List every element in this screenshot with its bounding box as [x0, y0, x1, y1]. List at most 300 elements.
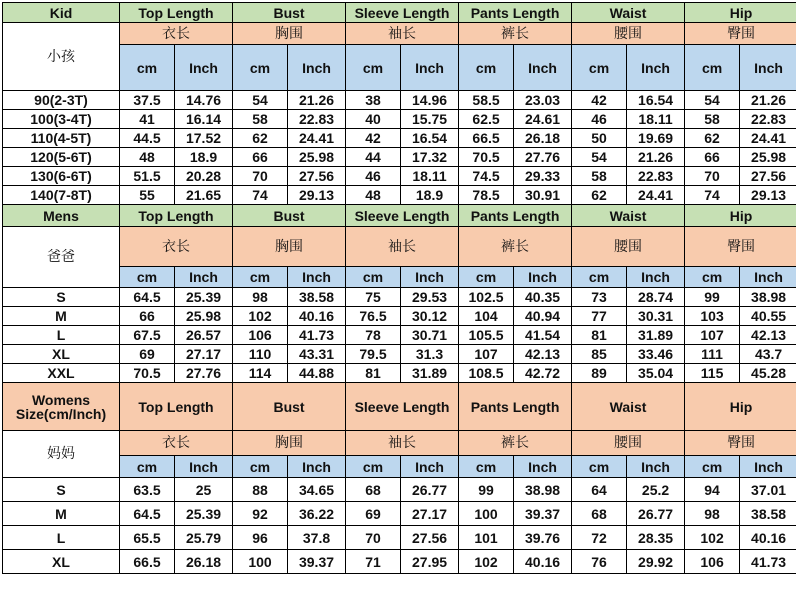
unit-cm-label: cm [572, 456, 627, 478]
column-header-zh: 裤长 [459, 227, 572, 267]
measurement-value: 40.55 [740, 307, 796, 326]
size-label: 100(3-4T) [3, 110, 120, 129]
measurement-value: 107 [685, 326, 740, 345]
measurement-value: 106 [685, 550, 740, 574]
measurement-value: 64.5 [120, 288, 175, 307]
measurement-value: 15.75 [401, 110, 459, 129]
measurement-value: 16.14 [175, 110, 233, 129]
measurement-value: 25.98 [288, 148, 346, 167]
unit-cm-label: cm [120, 267, 175, 288]
measurement-value: 70.5 [120, 364, 175, 383]
measurement-value: 54 [572, 148, 627, 167]
kid-header-zh-row [3, 23, 796, 45]
measurement-value: 73 [572, 288, 627, 307]
table-row [3, 478, 796, 502]
measurement-value: 41 [120, 110, 175, 129]
measurement-value: 62.5 [459, 110, 514, 129]
unit-inch-label: Inch [401, 456, 459, 478]
measurement-value: 85 [572, 345, 627, 364]
section-title-zh: 小孩 [3, 23, 120, 91]
measurement-value: 20.28 [175, 167, 233, 186]
unit-inch-label: Inch [627, 267, 685, 288]
unit-cm-label: cm [233, 456, 288, 478]
unit-inch-label: Inch [514, 45, 572, 91]
unit-inch-label: Inch [401, 45, 459, 91]
measurement-value: 81 [346, 364, 401, 383]
measurement-value: 19.69 [627, 129, 685, 148]
measurement-value: 43.7 [740, 345, 796, 364]
measurement-value: 72 [572, 526, 627, 550]
size-label: M [3, 502, 120, 526]
unit-cm-label: cm [233, 45, 288, 91]
measurement-value: 38.98 [514, 478, 572, 502]
measurement-value: 27.17 [175, 345, 233, 364]
measurement-value: 62 [233, 129, 288, 148]
column-header: Waist [572, 205, 685, 227]
size-label: 110(4-5T) [3, 129, 120, 148]
unit-inch-label: Inch [175, 267, 233, 288]
measurement-value: 38.58 [288, 288, 346, 307]
measurement-value: 81 [572, 326, 627, 345]
measurement-value: 39.76 [514, 526, 572, 550]
measurement-value: 41.54 [514, 326, 572, 345]
measurement-value: 30.71 [401, 326, 459, 345]
measurement-value: 66 [233, 148, 288, 167]
column-header: Sleeve Length [346, 205, 459, 227]
womens-header-row [3, 383, 796, 431]
measurement-value: 21.65 [175, 186, 233, 205]
column-header-zh: 腰围 [572, 23, 685, 45]
unit-cm-label: cm [685, 45, 740, 91]
measurement-value: 18.11 [627, 110, 685, 129]
measurement-value: 44.88 [288, 364, 346, 383]
measurement-value: 25 [175, 478, 233, 502]
measurement-value: 44 [346, 148, 401, 167]
column-header: Hip [685, 3, 796, 23]
measurement-value: 27.56 [288, 167, 346, 186]
size-label: S [3, 288, 120, 307]
measurement-value: 23.03 [514, 91, 572, 110]
measurement-value: 26.77 [627, 502, 685, 526]
table-row [3, 288, 796, 307]
measurement-value: 25.98 [175, 307, 233, 326]
table-row [3, 307, 796, 326]
table-row [3, 502, 796, 526]
measurement-value: 114 [233, 364, 288, 383]
table-row [3, 186, 796, 205]
measurement-value: 27.76 [514, 148, 572, 167]
measurement-value: 98 [685, 502, 740, 526]
measurement-value: 110 [233, 345, 288, 364]
measurement-value: 39.37 [288, 550, 346, 574]
column-header: Top Length [120, 383, 233, 431]
measurement-value: 62 [685, 129, 740, 148]
measurement-value: 55 [120, 186, 175, 205]
measurement-value: 71 [346, 550, 401, 574]
column-header: Waist [572, 383, 685, 431]
unit-cm-label: cm [459, 267, 514, 288]
column-header-zh: 袖长 [346, 431, 459, 456]
measurement-value: 64 [572, 478, 627, 502]
measurement-value: 46 [572, 110, 627, 129]
unit-cm-label: cm [346, 45, 401, 91]
table-row [3, 110, 796, 129]
measurement-value: 101 [459, 526, 514, 550]
measurement-value: 41.73 [288, 326, 346, 345]
column-header-zh: 臀围 [685, 431, 796, 456]
section-title [3, 383, 120, 431]
measurement-value: 105.5 [459, 326, 514, 345]
measurement-value: 17.32 [401, 148, 459, 167]
measurement-value: 37.8 [288, 526, 346, 550]
measurement-value: 106 [233, 326, 288, 345]
measurement-value: 27.56 [740, 167, 796, 186]
size-label: XL [3, 550, 120, 574]
column-header-zh: 袖长 [346, 227, 459, 267]
column-header: Waist [572, 3, 685, 23]
unit-cm-label: cm [459, 45, 514, 91]
measurement-value: 30.91 [514, 186, 572, 205]
measurement-value: 74 [233, 186, 288, 205]
measurement-value: 27.17 [401, 502, 459, 526]
column-header: Sleeve Length [346, 383, 459, 431]
measurement-value: 77 [572, 307, 627, 326]
measurement-value: 22.83 [288, 110, 346, 129]
measurement-value: 37.01 [740, 478, 796, 502]
section-title-line1: Womens [31, 391, 91, 408]
unit-cm-label: cm [685, 267, 740, 288]
measurement-value: 26.77 [401, 478, 459, 502]
column-header-zh: 腰围 [572, 431, 685, 456]
measurement-value: 58 [572, 167, 627, 186]
unit-cm-label: cm [233, 267, 288, 288]
measurement-value: 88 [233, 478, 288, 502]
column-header: Pants Length [459, 205, 572, 227]
measurement-value: 39.37 [514, 502, 572, 526]
table-row [3, 364, 796, 383]
measurement-value: 92 [233, 502, 288, 526]
measurement-value: 48 [346, 186, 401, 205]
measurement-value: 70 [685, 167, 740, 186]
measurement-value: 102 [685, 526, 740, 550]
size-label: 140(7-8T) [3, 186, 120, 205]
column-header-zh: 裤长 [459, 23, 572, 45]
measurement-value: 100 [233, 550, 288, 574]
measurement-value: 31.89 [627, 326, 685, 345]
measurement-value: 27.76 [175, 364, 233, 383]
size-label: M [3, 307, 120, 326]
column-header: Hip [685, 205, 796, 227]
measurement-value: 76.5 [346, 307, 401, 326]
unit-inch-label: Inch [288, 456, 346, 478]
unit-cm-label: cm [120, 45, 175, 91]
measurement-value: 103 [685, 307, 740, 326]
measurement-value: 38 [346, 91, 401, 110]
measurement-value: 21.26 [740, 91, 796, 110]
column-header: Top Length [120, 3, 233, 23]
measurement-value: 40.16 [514, 550, 572, 574]
measurement-value: 29.33 [514, 167, 572, 186]
size-label: L [3, 526, 120, 550]
measurement-value: 58.5 [459, 91, 514, 110]
measurement-value: 54 [233, 91, 288, 110]
measurement-value: 70 [346, 526, 401, 550]
measurement-value: 102 [459, 550, 514, 574]
unit-inch-label: Inch [175, 45, 233, 91]
measurement-value: 17.52 [175, 129, 233, 148]
unit-cm-label: cm [572, 267, 627, 288]
measurement-value: 40.16 [288, 307, 346, 326]
size-label: XL [3, 345, 120, 364]
unit-inch-label: Inch [627, 45, 685, 91]
measurement-value: 16.54 [627, 91, 685, 110]
measurement-value: 31.89 [401, 364, 459, 383]
section-title-zh: 爸爸 [3, 227, 120, 288]
measurement-value: 14.96 [401, 91, 459, 110]
measurement-value: 107 [459, 345, 514, 364]
measurement-value: 89 [572, 364, 627, 383]
measurement-value: 29.13 [740, 186, 796, 205]
measurement-value: 111 [685, 345, 740, 364]
measurement-value: 37.5 [120, 91, 175, 110]
measurement-value: 30.31 [627, 307, 685, 326]
section-title-line2: Size(cm/Inch) [15, 405, 107, 422]
column-header: Hip [685, 383, 796, 431]
measurement-value: 42 [572, 91, 627, 110]
table-row [3, 550, 796, 574]
column-header-zh: 衣长 [120, 431, 233, 456]
measurement-value: 25.39 [175, 288, 233, 307]
unit-cm-label: cm [346, 456, 401, 478]
unit-inch-label: Inch [514, 267, 572, 288]
measurement-value: 27.56 [401, 526, 459, 550]
unit-inch-label: Inch [401, 267, 459, 288]
measurement-value: 66 [685, 148, 740, 167]
measurement-value: 28.74 [627, 288, 685, 307]
measurement-value: 79.5 [346, 345, 401, 364]
measurement-value: 24.61 [514, 110, 572, 129]
measurement-value: 51.5 [120, 167, 175, 186]
size-label: 130(6-6T) [3, 167, 120, 186]
table-row [3, 345, 796, 364]
measurement-value: 22.83 [740, 110, 796, 129]
mens-unit-row [3, 267, 796, 288]
column-header: Bust [233, 205, 346, 227]
column-header-zh: 腰围 [572, 227, 685, 267]
measurement-value: 29.13 [288, 186, 346, 205]
measurement-value: 102.5 [459, 288, 514, 307]
mens-header-zh-row [3, 227, 796, 267]
table-row [3, 129, 796, 148]
measurement-value: 45.28 [740, 364, 796, 383]
column-header-zh: 胸围 [233, 23, 346, 45]
measurement-value: 50 [572, 129, 627, 148]
measurement-value: 69 [120, 345, 175, 364]
measurement-value: 42 [346, 129, 401, 148]
measurement-value: 18.9 [401, 186, 459, 205]
measurement-value: 16.54 [401, 129, 459, 148]
measurement-value: 96 [233, 526, 288, 550]
measurement-value: 25.2 [627, 478, 685, 502]
unit-cm-label: cm [572, 45, 627, 91]
measurement-value: 30.12 [401, 307, 459, 326]
unit-inch-label: Inch [175, 456, 233, 478]
unit-inch-label: Inch [627, 456, 685, 478]
measurement-value: 78.5 [459, 186, 514, 205]
column-header-zh: 胸围 [233, 227, 346, 267]
measurement-value: 104 [459, 307, 514, 326]
section-title: Kid [3, 3, 120, 23]
unit-inch-label: Inch [514, 456, 572, 478]
measurement-value: 38.58 [740, 502, 796, 526]
measurement-value: 42.72 [514, 364, 572, 383]
size-label: 90(2-3T) [3, 91, 120, 110]
measurement-value: 78 [346, 326, 401, 345]
measurement-value: 38.98 [740, 288, 796, 307]
column-header: Sleeve Length [346, 3, 459, 23]
measurement-value: 29.53 [401, 288, 459, 307]
column-header: Top Length [120, 205, 233, 227]
table-row [3, 148, 796, 167]
measurement-value: 58 [685, 110, 740, 129]
unit-inch-label: Inch [740, 45, 796, 91]
measurement-value: 25.98 [740, 148, 796, 167]
size-label: 120(5-6T) [3, 148, 120, 167]
measurement-value: 74 [685, 186, 740, 205]
measurement-value: 24.41 [627, 186, 685, 205]
measurement-value: 26.18 [175, 550, 233, 574]
measurement-value: 26.18 [514, 129, 572, 148]
measurement-value: 115 [685, 364, 740, 383]
size-label: S [3, 478, 120, 502]
column-header: Pants Length [459, 383, 572, 431]
kid-header-row [3, 3, 796, 23]
measurement-value: 41.73 [740, 550, 796, 574]
measurement-value: 62 [572, 186, 627, 205]
measurement-value: 94 [685, 478, 740, 502]
measurement-value: 75 [346, 288, 401, 307]
measurement-value: 18.9 [175, 148, 233, 167]
measurement-value: 42.13 [740, 326, 796, 345]
measurement-value: 68 [346, 478, 401, 502]
column-header: Bust [233, 383, 346, 431]
unit-inch-label: Inch [288, 45, 346, 91]
measurement-value: 108.5 [459, 364, 514, 383]
measurement-value: 69 [346, 502, 401, 526]
size-label: L [3, 326, 120, 345]
measurement-value: 25.79 [175, 526, 233, 550]
measurement-value: 24.41 [740, 129, 796, 148]
measurement-value: 44.5 [120, 129, 175, 148]
mens-header-row [3, 205, 796, 227]
measurement-value: 31.3 [401, 345, 459, 364]
measurement-value: 64.5 [120, 502, 175, 526]
unit-inch-label: Inch [740, 456, 796, 478]
measurement-value: 66.5 [459, 129, 514, 148]
measurement-value: 40.94 [514, 307, 572, 326]
measurement-value: 99 [459, 478, 514, 502]
unit-cm-label: cm [346, 267, 401, 288]
measurement-value: 67.5 [120, 326, 175, 345]
measurement-value: 65.5 [120, 526, 175, 550]
table-row [3, 526, 796, 550]
measurement-value: 21.26 [627, 148, 685, 167]
column-header-zh: 衣长 [120, 227, 233, 267]
kid-unit-row [3, 45, 796, 91]
measurement-value: 40 [346, 110, 401, 129]
size-label: XXL [3, 364, 120, 383]
measurement-value: 42.13 [514, 345, 572, 364]
measurement-value: 14.76 [175, 91, 233, 110]
size-chart-table [2, 2, 796, 574]
column-header-zh: 胸围 [233, 431, 346, 456]
column-header-zh: 裤长 [459, 431, 572, 456]
measurement-value: 66 [120, 307, 175, 326]
unit-cm-label: cm [120, 456, 175, 478]
measurement-value: 99 [685, 288, 740, 307]
measurement-value: 29.92 [627, 550, 685, 574]
measurement-value: 26.57 [175, 326, 233, 345]
table-row [3, 91, 796, 110]
section-title-zh: 妈妈 [3, 431, 120, 478]
measurement-value: 58 [233, 110, 288, 129]
measurement-value: 68 [572, 502, 627, 526]
column-header-zh: 臀围 [685, 227, 796, 267]
measurement-value: 98 [233, 288, 288, 307]
measurement-value: 28.35 [627, 526, 685, 550]
measurement-value: 102 [233, 307, 288, 326]
unit-inch-label: Inch [740, 267, 796, 288]
measurement-value: 70.5 [459, 148, 514, 167]
column-header: Bust [233, 3, 346, 23]
column-header: Pants Length [459, 3, 572, 23]
measurement-value: 43.31 [288, 345, 346, 364]
section-title: Mens [3, 205, 120, 227]
measurement-value: 46 [346, 167, 401, 186]
measurement-value: 35.04 [627, 364, 685, 383]
column-header-zh: 衣长 [120, 23, 233, 45]
measurement-value: 36.22 [288, 502, 346, 526]
womens-unit-row [3, 456, 796, 478]
measurement-value: 18.11 [401, 167, 459, 186]
unit-cm-label: cm [459, 456, 514, 478]
unit-cm-label: cm [685, 456, 740, 478]
table-row [3, 167, 796, 186]
measurement-value: 40.35 [514, 288, 572, 307]
measurement-value: 54 [685, 91, 740, 110]
measurement-value: 25.39 [175, 502, 233, 526]
table-row [3, 326, 796, 345]
measurement-value: 24.41 [288, 129, 346, 148]
measurement-value: 48 [120, 148, 175, 167]
measurement-value: 63.5 [120, 478, 175, 502]
column-header-zh: 袖长 [346, 23, 459, 45]
womens-header-zh-row [3, 431, 796, 456]
measurement-value: 70 [233, 167, 288, 186]
measurement-value: 27.95 [401, 550, 459, 574]
measurement-value: 66.5 [120, 550, 175, 574]
measurement-value: 100 [459, 502, 514, 526]
measurement-value: 76 [572, 550, 627, 574]
measurement-value: 34.65 [288, 478, 346, 502]
measurement-value: 40.16 [740, 526, 796, 550]
measurement-value: 33.46 [627, 345, 685, 364]
measurement-value: 74.5 [459, 167, 514, 186]
measurement-value: 22.83 [627, 167, 685, 186]
size-chart-body [3, 3, 796, 574]
measurement-value: 21.26 [288, 91, 346, 110]
column-header-zh: 臀围 [685, 23, 796, 45]
